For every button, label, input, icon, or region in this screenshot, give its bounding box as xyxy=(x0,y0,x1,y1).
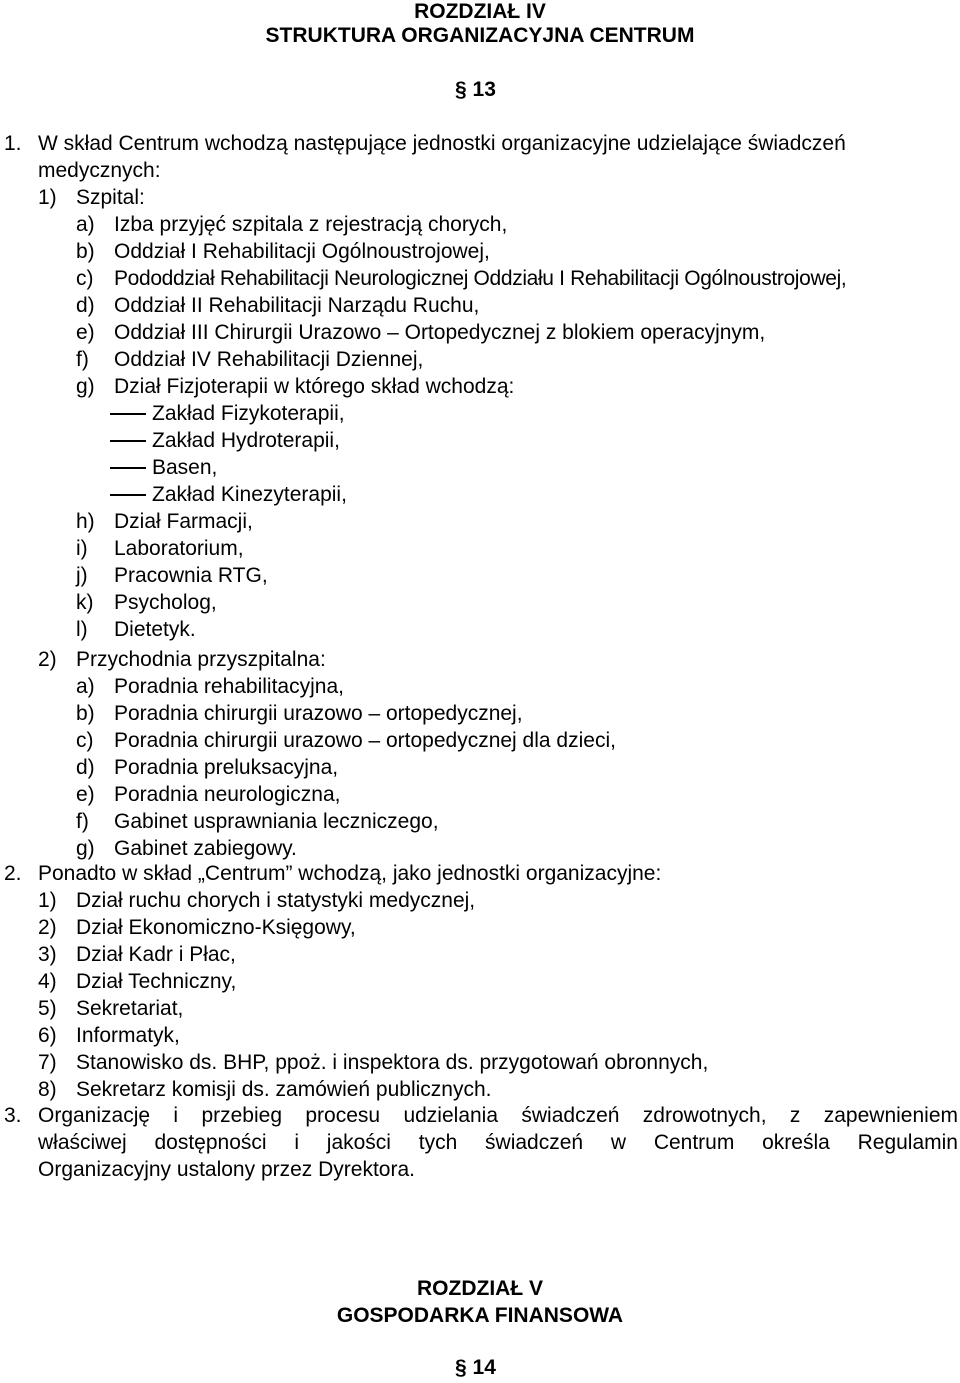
list-item: Poradnia chirurgii urazowo – ortopedycznej, xyxy=(114,702,523,725)
list-letter: a) xyxy=(76,675,95,698)
list-letter: c) xyxy=(76,267,94,290)
sub-list-item: Zakład Fizykoterapii, xyxy=(152,402,345,425)
list-item: Stanowisko ds. BHP, ppoż. i inspektora ds. przygotowań obronnych, xyxy=(76,1051,709,1074)
list-item: Oddział II Rehabilitacji Narządu Ruchu, xyxy=(114,294,480,317)
sub-list-item: Basen, xyxy=(152,456,218,479)
list-item: Izba przyjęć szpitala z rejestracją chorych, xyxy=(114,213,508,236)
list-letter: f) xyxy=(76,348,89,371)
list-letter: i) xyxy=(76,537,88,560)
chapter-heading: ROZDZIAŁ V xyxy=(417,1277,543,1300)
list-number: 8) xyxy=(38,1078,57,1101)
paragraph-text: medycznych: xyxy=(38,159,161,182)
list-letter: a) xyxy=(76,213,95,236)
list-number: 7) xyxy=(38,1051,57,1074)
list-item: Pracownia RTG, xyxy=(114,564,268,587)
list-item: Informatyk, xyxy=(76,1024,180,1047)
list-item: Dział Kadr i Płac, xyxy=(76,943,236,966)
paragraph-number: 3. xyxy=(4,1104,22,1127)
list-letter: c) xyxy=(76,729,94,752)
list-item: Dietetyk. xyxy=(114,618,196,641)
chapter-title: GOSPODARKA FINANSOWA xyxy=(336,1304,624,1327)
list-item: Sekretariat, xyxy=(76,997,184,1020)
list-letter: d) xyxy=(76,756,95,779)
chapter-title: STRUKTURA ORGANIZACYJNA CENTRUM xyxy=(265,24,695,47)
list-item: Poradnia preluksacyjna, xyxy=(114,756,339,779)
list-item: Dział ruchu chorych i statystyki medycznej, xyxy=(76,889,476,912)
section-number: § 14 xyxy=(455,1356,496,1379)
list-item: Dział Farmacji, xyxy=(114,510,253,533)
paragraph-text: W skład Centrum wchodzą następujące jednostki organizacyjne udzielające świadczeń xyxy=(38,132,846,155)
list-item: Psycholog, xyxy=(114,591,217,614)
list-number: 3) xyxy=(38,943,57,966)
list-number: 5) xyxy=(38,997,57,1020)
chapter-heading: ROZDZIAŁ IV xyxy=(414,0,546,23)
list-item: Gabinet usprawniania leczniczego, xyxy=(114,810,439,833)
list-number: 4) xyxy=(38,970,57,993)
list-item: Sekretarz komisji ds. zamówień publicznych. xyxy=(76,1078,492,1101)
list-letter: l) xyxy=(76,618,88,641)
list-letter: h) xyxy=(76,510,95,533)
list-number: 2) xyxy=(38,648,57,671)
paragraph-text: Ponadto w skład „Centrum” wchodzą, jako jednostki organizacyjne: xyxy=(38,862,662,885)
list-item: Poradnia rehabilitacyjna, xyxy=(114,675,344,698)
paragraph-text: właściwej dostępności i jakości tych świadczeń w Centrum określa Regulamin xyxy=(38,1131,958,1154)
sub-list-item: Zakład Hydroterapii, xyxy=(152,429,340,452)
dash-bullet xyxy=(110,440,146,442)
list-letter: e) xyxy=(76,321,95,344)
list-number: 2) xyxy=(38,916,57,939)
dash-bullet xyxy=(110,467,146,469)
paragraph-text: Organizację i przebieg procesu udzielania świadczeń zdrowotnych, z zapewnieniem xyxy=(38,1104,958,1127)
list-item: Oddział I Rehabilitacji Ogólnoustrojowej, xyxy=(114,240,490,263)
list-item: Laboratorium, xyxy=(114,537,244,560)
list-item: Poradnia chirurgii urazowo – ortopedycznej dla dzieci, xyxy=(114,729,616,752)
sub-list-item: Zakład Kinezyterapii, xyxy=(152,483,347,506)
list-number: 1) xyxy=(38,186,57,209)
list-item: Szpital: xyxy=(76,186,145,209)
list-item: Pododdział Rehabilitacji Neurologicznej Oddziału I Rehabilitacji Ogólnoustrojowej, xyxy=(114,267,847,290)
list-letter: k) xyxy=(76,591,94,614)
list-item: Dział Techniczny, xyxy=(76,970,237,993)
list-letter: b) xyxy=(76,240,95,263)
list-letter: e) xyxy=(76,783,95,806)
list-item: Oddział IV Rehabilitacji Dziennej, xyxy=(114,348,424,371)
section-number: § 13 xyxy=(455,78,496,101)
list-item: Przychodnia przyszpitalna: xyxy=(76,648,326,671)
list-item: Poradnia neurologiczna, xyxy=(114,783,341,806)
list-letter: g) xyxy=(76,837,95,860)
list-letter: d) xyxy=(76,294,95,317)
list-letter: g) xyxy=(76,375,95,398)
list-item: Dział Ekonomiczno-Księgowy, xyxy=(76,916,356,939)
dash-bullet xyxy=(110,413,146,415)
paragraph-number: 1. xyxy=(4,132,22,155)
paragraph-text: Organizacyjny ustalony przez Dyrektora. xyxy=(38,1158,415,1181)
list-number: 1) xyxy=(38,889,57,912)
list-letter: j) xyxy=(76,564,88,587)
list-number: 6) xyxy=(38,1024,57,1047)
list-letter: f) xyxy=(76,810,89,833)
list-item: Dział Fizjoterapii w którego skład wchodzą: xyxy=(114,375,515,398)
paragraph-number: 2. xyxy=(4,862,22,885)
list-item: Gabinet zabiegowy. xyxy=(114,837,297,860)
dash-bullet xyxy=(110,494,146,496)
list-letter: b) xyxy=(76,702,95,725)
list-item: Oddział III Chirurgii Urazowo – Ortopedycznej z blokiem operacyjnym, xyxy=(114,321,766,344)
